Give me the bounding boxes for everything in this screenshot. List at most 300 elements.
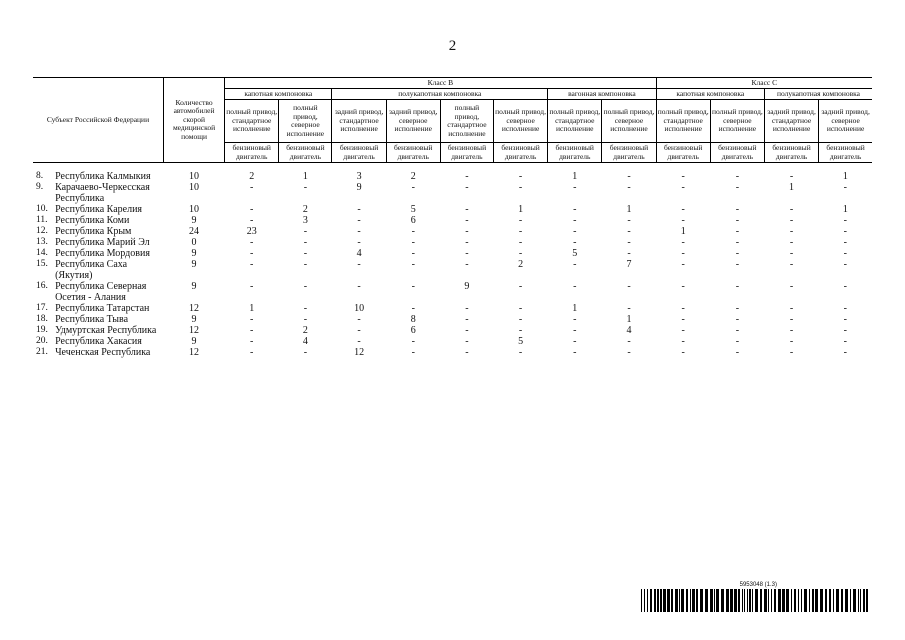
vehicle-count-cell: - [843,325,847,336]
barcode-bar [786,589,789,612]
vehicle-count-cell: - [681,204,685,215]
row-number: 9. [36,182,44,192]
drive-header: полный привод, стандартное исполнение [656,100,710,143]
vehicle-count-cell: - [303,347,308,358]
barcode-bar [764,589,767,612]
vehicle-count-cell: - [465,204,469,215]
vehicle-count-cell: - [627,336,631,347]
vehicle-count-cell: 4 [356,248,362,259]
layout-header: вагонная компоновка [548,89,656,100]
drive-header: полный привод, стандартное исполнение [440,100,493,143]
table-row [33,182,872,204]
barcode-bar [866,589,868,612]
table-row [33,347,872,358]
vehicle-count-cell: 5 [410,204,416,215]
drive-header: полный привод, северное исполнение [602,100,656,143]
vehicle-count-cell: - [735,171,740,182]
total-count: 10 [189,171,200,182]
barcode-bar [815,589,818,612]
barcode-bar [660,589,662,612]
vehicle-count-cell: 3 [302,215,308,226]
vehicle-count-cell: - [681,259,685,270]
total-count: 12 [189,325,200,336]
vehicle-count-cell: - [518,215,523,226]
vehicle-count-cell: - [627,226,631,237]
drive-header: задний привод, северное исполнение [819,100,872,143]
vehicle-count-cell: - [465,171,469,182]
vehicle-count-cell: - [465,226,469,237]
vehicle-count-cell: - [250,182,254,193]
subject-name: Республика Карелия [55,204,143,215]
barcode-bar [747,589,748,612]
vehicle-count-cell: - [735,226,740,237]
row-number: 19. [36,325,48,335]
vehicle-count-cell: - [465,215,469,226]
vehicle-count-cell: - [250,325,254,336]
vehicle-count-cell: - [735,303,740,314]
table-header [33,78,872,163]
vehicle-count-cell: - [789,303,794,314]
vehicle-count-cell: 2 [410,171,416,182]
vehicle-count-cell: - [681,237,685,248]
vehicle-count-cell: - [411,226,415,237]
row-number: 8. [36,171,44,181]
vehicle-count-cell: 5 [572,248,578,259]
vehicle-count-cell: - [735,347,740,358]
table-row [33,259,872,281]
vehicle-count-cell: 5 [518,336,524,347]
vehicle-count-cell: - [411,237,415,248]
vehicle-count-cell: - [789,325,794,336]
total-count: 9 [191,336,197,347]
vehicle-count-cell: - [735,204,740,215]
vehicle-count-cell: - [735,336,740,347]
drive-header: полный привод, стандартное исполнение [225,100,279,143]
vehicle-count-cell: 2 [518,259,524,270]
barcode-bar [696,589,698,612]
barcode-bar [714,589,715,612]
barcode-bar [749,589,751,612]
engine-header: бензиновый двигатель [332,143,386,163]
vehicle-count-cell: - [303,237,308,248]
subject-name: Республика Крым [55,226,132,237]
total-count: 9 [191,259,197,270]
vehicle-count-cell: - [843,215,847,226]
barcode-bar [644,589,645,612]
vehicle-count-cell: - [843,347,847,358]
vehicle-count-cell: - [843,182,847,193]
drive-header: полный привод, стандартное исполнение [548,100,602,143]
vehicle-count-cell: - [789,204,794,215]
barcode-bar [782,589,785,612]
barcode-bar [641,589,642,612]
barcode-bar [710,589,713,612]
subject-name: Республика Коми [55,215,130,226]
vehicle-count-cell: - [303,281,308,292]
vehicle-count-cell: - [627,215,631,226]
drive-header: полный привод, северное исполнение [710,100,764,143]
barcode-bar [812,589,814,612]
vehicle-count-cell: - [681,182,685,193]
engine-header: бензиновый двигатель [279,143,332,163]
table-row [33,303,872,314]
vehicle-count-cell: 1 [789,182,795,193]
vehicle-count-cell: - [250,204,254,215]
subject-name: Республика Хакасия [55,336,142,347]
total-count: 9 [191,215,197,226]
vehicle-count-cell: - [465,336,469,347]
engine-header: бензиновый двигатель [386,143,440,163]
row-number: 12. [36,226,48,236]
table-row [33,226,872,237]
vehicle-count-cell: - [573,314,577,325]
engine-header: бензиновый двигатель [225,143,279,163]
vehicle-count-cell: - [465,314,469,325]
vehicle-count-cell: - [573,325,577,336]
vehicle-count-cell: - [573,281,577,292]
vehicle-count-cell: - [735,182,740,193]
class-c-header: Класс C [656,78,872,89]
subject-name: Удмуртская Республика [55,325,157,336]
total-count: 10 [189,204,200,215]
subject-name: Чеченская Республика [55,347,151,358]
barcode-bar [801,589,802,612]
barcode-bar [690,589,691,612]
vehicle-count-cell: - [411,347,415,358]
vehicle-count-cell: - [735,325,740,336]
barcode-bar [845,589,848,612]
vehicle-count-cell: - [411,259,415,270]
vehicle-count-cell: - [357,259,361,270]
barcode-bar [700,589,703,612]
vehicle-count-cell: - [465,347,469,358]
vehicle-count-cell: - [411,303,415,314]
vehicle-count-cell: - [465,248,469,259]
vehicle-count-cell: - [357,204,361,215]
layout-header: капотная компоновка [656,89,764,100]
vehicle-count-cell: 12 [354,347,365,358]
vehicle-count-cell: 1 [249,303,255,314]
vehicle-count-cell: - [573,226,577,237]
vehicle-count-cell: 23 [246,226,257,237]
vehicle-count-cell: 8 [410,314,416,325]
vehicle-count-cell: - [357,314,361,325]
vehicle-count-cell: - [518,237,523,248]
vehicle-count-cell: - [789,237,794,248]
barcode-bar [860,589,861,612]
vehicle-count-cell: - [843,248,847,259]
engine-header: бензиновый двигатель [602,143,656,163]
barcode-bar [863,589,865,612]
vehicle-count-cell: - [411,281,415,292]
vehicle-count-cell: - [789,226,794,237]
vehicle-count-cell: - [518,248,523,259]
count-column-header: Количество автомобилей скорой медицинской помощи [163,78,224,163]
vehicle-count-cell: - [573,347,577,358]
barcode-bar [705,589,708,612]
vehicle-count-cell: - [843,281,847,292]
subject-name: Карачаево-Черкесская Республика [55,182,150,204]
table-row [33,171,872,182]
vehicle-count-cell: - [518,347,523,358]
vehicle-count-cell: - [789,314,794,325]
subject-name: Республика Саха (Якутия) [55,259,128,281]
vehicle-count-cell: - [357,226,361,237]
vehicle-count-cell: - [735,259,740,270]
vehicle-count-cell: - [250,336,254,347]
vehicle-count-cell: - [465,182,469,193]
vehicle-count-cell: - [357,215,361,226]
vehicle-count-cell: 9 [464,281,470,292]
vehicle-count-cell: - [681,171,685,182]
vehicle-count-cell: - [250,281,254,292]
vehicle-count-cell: - [573,215,577,226]
drive-header: задний привод, стандартное исполнение [764,100,818,143]
vehicle-count-cell: - [627,171,631,182]
vehicle-count-cell: - [681,347,685,358]
barcode-bar [858,589,859,612]
vehicle-count-cell: - [789,347,794,358]
barcode-bar [657,589,659,612]
vehicle-count-cell: - [303,259,308,270]
vehicle-count-cell: 9 [356,182,362,193]
vehicle-count-cell: 6 [410,325,416,336]
vehicle-count-cell: 4 [626,325,632,336]
vehicle-count-cell: - [411,248,415,259]
vehicle-count-cell: - [681,314,685,325]
vehicle-count-cell: 1 [626,204,632,215]
barcode-bar [667,589,670,612]
barcode-bar [833,589,834,612]
vehicle-count-cell: - [735,215,740,226]
vehicle-count-cell: - [627,281,631,292]
layout-header: полукапотная компоновка [332,89,548,100]
barcode-bar [853,589,856,612]
vehicle-count-cell: - [681,336,685,347]
barcode-bar [809,589,810,612]
vehicle-count-cell: - [303,314,308,325]
vehicle-count-cell: - [789,259,794,270]
vehicle-count-cell: 1 [302,171,308,182]
class-b-header: Класс B [225,78,656,89]
vehicle-count-cell: - [518,182,523,193]
row-number: 14. [36,248,48,258]
engine-header: бензиновый двигатель [710,143,764,163]
row-number: 20. [36,336,48,346]
vehicle-count-cell: 10 [354,303,365,314]
barcode-bar [774,589,776,612]
barcode-bar [836,589,839,612]
vehicle-count-cell: - [411,336,415,347]
vehicle-distribution-table [33,77,872,358]
table-row [33,314,872,325]
vehicle-count-cell: - [681,325,685,336]
vehicle-count-cell: - [573,237,577,248]
barcode-bar [768,589,769,612]
subject-column-header: Субъект Российской Федерации [33,78,163,163]
vehicle-count-cell: - [303,303,308,314]
subject-name: Республика Марий Эл [55,237,150,248]
vehicle-count-cell: - [465,237,469,248]
vehicle-count-cell: 1 [842,204,848,215]
vehicle-count-cell: - [573,204,577,215]
barcode-bar [650,589,652,612]
table-row [33,237,872,248]
vehicle-count-cell: - [789,171,794,182]
vehicle-count-cell: - [518,314,523,325]
table-body [33,163,872,359]
vehicle-count-cell: 1 [842,171,848,182]
vehicle-count-cell: - [843,303,847,314]
barcode-bar [721,589,724,612]
vehicle-count-cell: 2 [302,204,308,215]
vehicle-count-cell: - [303,248,308,259]
barcode-bar [825,589,827,612]
vehicle-count-cell: - [357,237,361,248]
engine-header: бензиновый двигатель [764,143,818,163]
barcode-bar [726,589,729,612]
vehicle-count-cell: - [465,325,469,336]
total-count: 0 [191,237,197,248]
vehicle-count-cell: 1 [518,204,524,215]
vehicle-count-cell: - [518,171,523,182]
barcode-bar [771,589,772,612]
layout-header: полукапотная компоновка [764,89,872,100]
vehicle-count-cell: - [627,237,631,248]
page-number: 2 [448,38,457,54]
barcode-bar [734,589,737,612]
barcode-bar [841,589,843,612]
barcode-bar [760,589,762,612]
subject-name: Республика Калмыкия [55,171,151,182]
vehicle-count-cell: - [789,336,794,347]
barcode-bar [671,589,673,612]
vehicle-count-cell: - [465,303,469,314]
vehicle-count-cell: 3 [356,171,362,182]
drive-header: полный привод, северное исполнение [279,100,332,143]
table-row [33,325,872,336]
barcode-bar [798,589,799,612]
engine-header: бензиновый двигатель [656,143,710,163]
vehicle-count-cell: - [573,259,577,270]
barcode-bar [850,589,851,612]
total-count: 9 [191,281,197,292]
barcode [641,589,873,612]
row-number: 13. [36,237,48,247]
vehicle-count-cell: - [735,248,740,259]
vehicle-count-cell: - [250,237,254,248]
vehicle-count-cell: 1 [572,171,578,182]
vehicle-count-cell: - [681,248,685,259]
barcode-bar [738,589,740,612]
barcode-bar [730,589,733,612]
vehicle-count-cell: - [627,303,631,314]
barcode-bar [675,589,678,612]
drive-header: задний привод, северное исполнение [386,100,440,143]
drive-header: задний привод, стандартное исполнение [332,100,386,143]
total-count: 9 [191,248,197,259]
barcode-bar [716,589,719,612]
vehicle-count-cell: - [250,248,254,259]
vehicle-count-cell: - [411,182,415,193]
vehicle-count-cell: - [681,303,685,314]
row-number: 21. [36,347,48,357]
total-count: 12 [189,303,200,314]
vehicle-count-cell: - [573,182,577,193]
row-number: 15. [36,259,48,269]
vehicle-count-cell: - [250,347,254,358]
vehicle-count-cell: - [250,215,254,226]
vehicle-count-cell: - [735,281,740,292]
vehicle-count-cell: - [735,237,740,248]
vehicle-count-cell: 1 [572,303,578,314]
vehicle-count-cell: 2 [249,171,255,182]
barcode-bar [791,589,792,612]
table-row [33,281,872,303]
barcode-bar [679,589,680,612]
vehicle-count-cell: - [789,281,794,292]
subject-name: Республика Татарстан [55,303,150,314]
barcode-bar [654,589,656,612]
vehicle-count-cell: - [681,281,685,292]
row-number: 17. [36,303,48,313]
vehicle-count-cell: - [357,281,361,292]
vehicle-count-cell: - [627,248,631,259]
subject-name: Республика Мордовия [55,248,150,259]
engine-header: бензиновый двигатель [819,143,872,163]
vehicle-count-cell: - [843,226,847,237]
vehicle-count-cell: - [843,237,847,248]
total-count: 24 [189,226,200,237]
row-number: 10. [36,204,48,214]
barcode-bar [686,589,688,612]
vehicle-count-cell: 2 [302,325,308,336]
subject-name: Республика Северная Осетия - Алания [55,281,147,303]
table-row [33,215,872,226]
table-row [33,204,872,215]
vehicle-count-cell: - [518,281,523,292]
vehicle-count-cell: - [627,347,631,358]
table-row [33,336,872,347]
vehicle-count-cell: - [303,226,308,237]
vehicle-count-cell: - [250,259,254,270]
vehicle-count-cell: - [465,259,469,270]
vehicle-count-cell: - [681,215,685,226]
barcode-bar [755,589,758,612]
row-number: 18. [36,314,48,324]
row-number: 16. [36,281,48,291]
vehicle-count-cell: 4 [302,336,308,347]
barcode-code: 5953048 (1.3) [739,582,777,588]
barcode-block [641,582,873,612]
barcode-bar [647,589,648,612]
vehicle-count-cell: - [518,226,523,237]
vehicle-count-cell: - [518,303,523,314]
barcode-bar [744,589,745,612]
barcode-bar [829,589,831,612]
engine-header: бензиновый двигатель [440,143,493,163]
barcode-bar [820,589,823,612]
vehicle-count-cell: 7 [626,259,632,270]
total-count: 9 [191,314,197,325]
table-row [33,248,872,259]
vehicle-count-cell: - [357,325,361,336]
vehicle-count-cell: - [735,314,740,325]
vehicle-count-cell: - [789,248,794,259]
vehicle-count-cell: - [357,336,361,347]
engine-header: бензиновый двигатель [494,143,548,163]
total-count: 10 [189,182,200,193]
